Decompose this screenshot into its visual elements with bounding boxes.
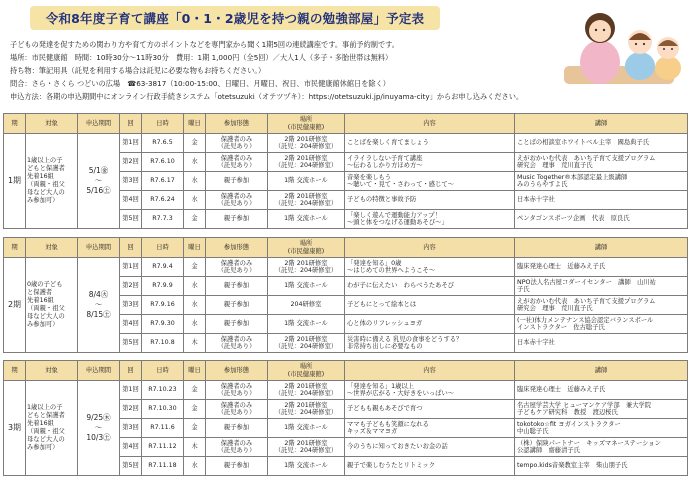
session-content	[345, 381, 515, 400]
place-line: 1階 交流ホール	[284, 320, 328, 328]
header-session: 回	[120, 114, 142, 134]
target-line: 先着16組	[27, 297, 54, 304]
session-content	[345, 438, 515, 457]
session-format	[206, 334, 268, 353]
apply-period-cell	[78, 258, 120, 353]
session-place	[268, 296, 345, 315]
place-line: 1階 交流ホール	[284, 177, 328, 185]
content-line: 子どもも親もあそびで育つ	[347, 405, 423, 413]
target-cell	[26, 381, 78, 476]
session-weekday: 水	[184, 296, 206, 315]
header-target: 対象	[26, 114, 78, 134]
header-place-line: 場所	[299, 363, 313, 371]
format-line: 保護者のみ	[220, 439, 253, 447]
content-line: ～はじめての世界へようこそ～	[347, 267, 436, 274]
session-date: R7.9.4	[142, 258, 184, 277]
session-lecturer	[515, 191, 688, 210]
session-lecturer	[515, 315, 688, 334]
session-format	[206, 400, 268, 419]
header-apply: 申込期間	[78, 361, 120, 381]
lecturer-line: 名古屋学芸大学 ヒューマンケア学部 兼大学院	[517, 401, 652, 409]
place-line: 2階 201研修室	[284, 135, 328, 143]
target-line: み参加可）	[27, 321, 59, 328]
session-weekday: 金	[184, 134, 206, 153]
target-cell	[26, 258, 78, 353]
table-row	[4, 258, 688, 277]
session-number: 第4回	[120, 438, 142, 457]
format-line: （託児あり）	[217, 143, 256, 150]
content-line: 今のうちに知っておきたいお金の話	[347, 443, 448, 451]
lecturer-line: 臨床発達心理士 近藤みえ子氏	[517, 386, 606, 394]
session-weekday: 水	[184, 315, 206, 334]
schedule-table-period-2	[3, 237, 688, 353]
content-line: 「楽しく遊んで運動能力アップ！	[347, 211, 442, 219]
session-format	[206, 172, 268, 191]
format-line: 保護者のみ	[220, 335, 253, 343]
session-format	[206, 191, 268, 210]
session-weekday: 金	[184, 381, 206, 400]
format-line: （託児あり）	[217, 409, 256, 416]
session-place	[268, 315, 345, 334]
header-apply: 申込期間	[78, 238, 120, 258]
target-line: 母など大人の	[27, 313, 65, 320]
header-weekday: 曜日	[184, 361, 206, 381]
header-place-line: 場所	[299, 116, 313, 124]
content-line: ～伝わるしかり方ほめ方～	[347, 162, 423, 169]
session-number: 第5回	[120, 457, 142, 476]
intro-text	[10, 38, 550, 103]
session-number: 第2回	[120, 153, 142, 172]
session-lecturer	[515, 258, 688, 277]
session-place	[268, 258, 345, 277]
session-format	[206, 134, 268, 153]
header-format: 参加形態	[206, 238, 268, 258]
lecturer-line: 子どもケア研究科 教授 渡辺桜氏	[517, 409, 618, 416]
format-line: 親子参加	[223, 301, 250, 309]
format-line: （託児あり）	[217, 267, 256, 274]
period-label: 1期	[4, 134, 26, 229]
session-lecturer	[515, 210, 688, 229]
content-line: ママも子どもも笑顔になれる	[347, 420, 429, 428]
format-line: 親子参加	[223, 424, 250, 432]
header-place-line: 場所	[299, 240, 313, 248]
header-place	[268, 238, 345, 258]
target-line: （両親・祖父	[27, 181, 65, 188]
session-place	[268, 419, 345, 438]
lecturer-line: （株）保険パートナー キッズマネーステーション	[517, 439, 661, 447]
session-content	[345, 153, 515, 172]
lecturer-line: みのうらやすよ氏	[517, 181, 568, 188]
period-label: 3期	[4, 381, 26, 476]
format-line: 保護者のみ	[220, 135, 253, 143]
format-line: （託児あり）	[217, 200, 256, 207]
session-format	[206, 296, 268, 315]
header-place	[268, 361, 345, 381]
content-line: 心と体のリフレッシュヨガ	[347, 320, 423, 328]
target-line: 0歳の子ども	[27, 281, 63, 288]
content-line: イライラしない子育て講座	[347, 154, 423, 162]
session-place	[268, 134, 345, 153]
schedule-table-period-3	[3, 360, 688, 476]
lecturer-line: (一社)体力メンテナンス協会認定バランスボール	[517, 316, 654, 324]
session-number: 第2回	[120, 277, 142, 296]
target-cell	[26, 134, 78, 229]
table-row	[4, 134, 688, 153]
content-line: キッズ＆ママヨガ	[347, 428, 398, 435]
session-place	[268, 438, 345, 457]
format-line: （託児あり）	[217, 343, 256, 350]
target-line: 先着16組	[27, 173, 54, 180]
family-illustration-svg	[560, 4, 685, 86]
content-line: 災害時に備える 乳児の食事をどうする？	[347, 335, 463, 343]
apply-line: 10/3㊏	[86, 433, 111, 442]
session-number: 第3回	[120, 172, 142, 191]
intro-line: 持ち物：筆記用具（託児を利用する場合は託児に必要な物もお持ちください。）	[10, 66, 266, 75]
header-session: 回	[120, 361, 142, 381]
session-weekday: 水	[184, 153, 206, 172]
session-number: 第5回	[120, 210, 142, 229]
session-date: R7.6.24	[142, 191, 184, 210]
session-lecturer	[515, 134, 688, 153]
place-line: 2階 201研修室	[284, 335, 328, 343]
session-content	[345, 210, 515, 229]
content-line: 非常持ち出しに必要なもの	[347, 343, 423, 350]
place-line: （託児：204研修室）	[274, 162, 338, 169]
content-line: 子どもにとって絵本とは	[347, 301, 417, 309]
place-line: （託児：204研修室）	[274, 143, 338, 150]
session-place	[268, 400, 345, 419]
session-lecturer	[515, 419, 688, 438]
content-line: 音楽を楽しもう	[347, 173, 392, 181]
target-line: 1歳以上の子	[27, 404, 63, 411]
session-format	[206, 277, 268, 296]
target-line: （両親・祖父	[27, 305, 65, 312]
format-line: 親子参加	[223, 320, 250, 328]
session-lecturer	[515, 296, 688, 315]
session-place	[268, 457, 345, 476]
session-date: R7.10.30	[142, 400, 184, 419]
session-content	[345, 172, 515, 191]
intro-line: 子どもの発達を促すための関わり方や育て方のポイントなどを専門家から聞く1期5回の連続講座です。事前予約制です。	[10, 40, 399, 49]
apply-line: ～	[94, 423, 103, 432]
header-lecturer: 講師	[515, 238, 688, 258]
place-line: 1階 交流ホール	[284, 215, 328, 223]
session-lecturer	[515, 400, 688, 419]
session-content	[345, 134, 515, 153]
intro-line: 場所：市民健康館 時間：10時30分～11時30分 費用：1期 1,000円（全5回）／大人1人（多子・多胎世帯は無料）	[10, 53, 393, 62]
format-line: 保護者のみ	[220, 382, 253, 390]
format-line: （託児あり）	[217, 447, 256, 454]
place-line: （託児：204研修室）	[274, 200, 338, 207]
target-line: 母など大人の	[27, 189, 65, 196]
session-date: R7.10.23	[142, 381, 184, 400]
lecturer-line: 中山聡子氏	[517, 428, 549, 435]
header-session: 回	[120, 238, 142, 258]
period-label: 2期	[4, 258, 26, 353]
session-content	[345, 296, 515, 315]
header-place-line: (市民健康館)	[287, 370, 325, 378]
header-target: 対象	[26, 238, 78, 258]
session-format	[206, 315, 268, 334]
lecturer-line: ペンタゴンスポーツ企画 代表 原良氏	[517, 215, 630, 223]
apply-line: 9/25㊍	[86, 413, 111, 422]
place-line: （託児：204研修室）	[274, 267, 338, 274]
header-content: 内容	[345, 114, 515, 134]
lecturer-line: 研究会 理事 荒川直子氏	[517, 305, 593, 312]
session-lecturer	[515, 153, 688, 172]
target-line: どもと保護者	[27, 165, 65, 172]
table-row	[4, 381, 688, 400]
header-format: 参加形態	[206, 114, 268, 134]
session-weekday: 木	[184, 334, 206, 353]
session-number: 第3回	[120, 296, 142, 315]
place-line: 2階 201研修室	[284, 401, 328, 409]
place-line: 2階 201研修室	[284, 382, 328, 390]
session-format	[206, 153, 268, 172]
format-line: 親子参加	[223, 462, 250, 470]
header-lecturer: 講師	[515, 361, 688, 381]
session-weekday: 金	[184, 400, 206, 419]
place-line: 2階 201研修室	[284, 154, 328, 162]
session-date: R7.6.5	[142, 134, 184, 153]
content-line: 親子で楽しむうたとリトミック	[347, 462, 436, 470]
session-place	[268, 172, 345, 191]
session-lecturer	[515, 438, 688, 457]
content-line: ～聴いて・見て・さわって・感じて～	[347, 181, 454, 188]
session-place	[268, 381, 345, 400]
lecturer-line: 臨床発達心理士 近藤みえ子氏	[517, 263, 606, 271]
format-line: 親子参加	[223, 282, 250, 290]
format-line: （託児あり）	[217, 162, 256, 169]
session-lecturer	[515, 277, 688, 296]
session-date: R7.7.3	[142, 210, 184, 229]
format-line: 保護者のみ	[220, 259, 253, 267]
session-date: R7.6.17	[142, 172, 184, 191]
session-number: 第2回	[120, 400, 142, 419]
target-line: と保護者	[27, 289, 53, 296]
target-line: み参加可）	[27, 197, 59, 204]
header-period: 期	[4, 238, 26, 258]
session-place	[268, 210, 345, 229]
lecturer-line: インストラクター 佐古聡子氏	[517, 324, 605, 331]
format-line: 親子参加	[223, 177, 250, 185]
header-period: 期	[4, 361, 26, 381]
apply-period-cell	[78, 134, 120, 229]
lecturer-line: 日本赤十字社	[517, 196, 555, 204]
session-format	[206, 419, 268, 438]
session-weekday: 水	[184, 191, 206, 210]
format-line: （託児あり）	[217, 390, 256, 397]
session-content	[345, 419, 515, 438]
session-place	[268, 191, 345, 210]
place-line: 1階 交流ホール	[284, 424, 328, 432]
header-lecturer: 講師	[515, 114, 688, 134]
apply-line: ～	[94, 300, 103, 309]
schedule-table-period-1	[3, 113, 688, 229]
session-date: R7.11.18	[142, 457, 184, 476]
header-date: 日時	[142, 114, 184, 134]
session-lecturer	[515, 457, 688, 476]
content-line: ～世界が広がる・大好きをいっぱい～	[347, 390, 455, 397]
family-illustration	[560, 4, 685, 86]
place-line: 2階 201研修室	[284, 439, 328, 447]
lecturer-line: tokotoko☆fit ヨガインストラクター	[517, 420, 621, 428]
session-lecturer	[515, 172, 688, 191]
place-line: 204研修室	[290, 301, 322, 309]
content-line: ことばを楽しく育てましょう	[347, 139, 429, 147]
target-line: み参加可）	[27, 444, 59, 451]
header-apply: 申込期間	[78, 114, 120, 134]
header-format: 参加形態	[206, 361, 268, 381]
session-place	[268, 277, 345, 296]
format-line: 保護者のみ	[220, 154, 253, 162]
content-line: 「発達を知る」0歳	[347, 259, 402, 267]
session-weekday: 金	[184, 258, 206, 277]
session-number: 第3回	[120, 419, 142, 438]
header-place-line: (市民健康館)	[287, 247, 325, 255]
target-line: 1歳以上の子	[27, 157, 63, 164]
target-line: （両親・祖父	[27, 428, 65, 435]
session-number: 第1回	[120, 258, 142, 277]
place-line: （託児：204研修室）	[274, 390, 338, 397]
session-date: R7.9.16	[142, 296, 184, 315]
format-line: 親子参加	[223, 215, 250, 223]
apply-line: ～	[94, 176, 103, 185]
lecturer-line: 研究会 理事 荒川直子氏	[517, 162, 593, 169]
header-period: 期	[4, 114, 26, 134]
lecturer-line: 公認講師 齋藤清子氏	[517, 447, 580, 454]
place-line: 2階 201研修室	[284, 192, 328, 200]
session-number: 第4回	[120, 191, 142, 210]
content-line: ～頭と体をつなげる運動あそび～」	[347, 219, 448, 226]
lecturer-line: tempo.kids音楽教室主宰 柴山朋子氏	[517, 462, 628, 470]
session-content	[345, 277, 515, 296]
target-line: 母など大人の	[27, 436, 65, 443]
content-line: 子どもの特徴と事故予防	[347, 196, 417, 204]
session-date: R7.9.9	[142, 277, 184, 296]
apply-line: 5/16㊏	[86, 186, 111, 195]
content-line: 「発達を知る」1歳以上	[347, 382, 414, 390]
target-line: 先着16組	[27, 420, 54, 427]
apply-line: 5/1㊎	[88, 166, 109, 175]
session-format	[206, 381, 268, 400]
intro-line: 申込方法：各期の申込期間中にオンライン行政手続きシステム「otetsuzuki（オテツヅキ）：https://otetsuzuki.jp/inuyama-city」からお申し込みください。	[10, 92, 524, 101]
session-date: R7.11.12	[142, 438, 184, 457]
session-format	[206, 258, 268, 277]
content-line: わが子に伝えたい わらべうたあそび	[347, 282, 455, 290]
place-line: （託児：204研修室）	[274, 343, 338, 350]
session-number: 第1回	[120, 381, 142, 400]
header-weekday: 曜日	[184, 114, 206, 134]
format-line: 保護者のみ	[220, 192, 253, 200]
apply-line: 8/4㊋	[88, 290, 109, 299]
target-line: どもと保護者	[27, 412, 65, 419]
session-content	[345, 457, 515, 476]
place-line: （託児：204研修室）	[274, 409, 338, 416]
session-number: 第5回	[120, 334, 142, 353]
lecturer-line: ことばの相談室ホワイトベル主宰 國島典子氏	[517, 139, 650, 147]
session-weekday: 水	[184, 277, 206, 296]
session-weekday: 金	[184, 210, 206, 229]
header-target: 対象	[26, 361, 78, 381]
apply-period-cell	[78, 381, 120, 476]
session-format	[206, 438, 268, 457]
session-content	[345, 191, 515, 210]
place-line: 1階 交流ホール	[284, 462, 328, 470]
session-date: R7.11.6	[142, 419, 184, 438]
session-weekday: 金	[184, 419, 206, 438]
lecturer-line: 日本赤十字社	[517, 339, 555, 347]
place-line: 2階 201研修室	[284, 259, 328, 267]
session-date: R7.9.30	[142, 315, 184, 334]
place-line: （託児：204研修室）	[274, 447, 338, 454]
lecturer-line: 子氏	[517, 286, 530, 293]
session-format	[206, 210, 268, 229]
session-format	[206, 457, 268, 476]
session-number: 第1回	[120, 134, 142, 153]
lecturer-line: Music Together®本部認定最上級講師	[517, 173, 628, 181]
session-content	[345, 334, 515, 353]
session-number: 第4回	[120, 315, 142, 334]
session-place	[268, 334, 345, 353]
header-content: 内容	[345, 361, 515, 381]
header-place-line: (市民健康館)	[287, 123, 325, 131]
intro-line: 問合：さら・さくら つどいの広場 ☎63-3817（10:00-15:00、日曜日、月曜日、祝日、市民健康館休館日を除く）	[10, 79, 390, 88]
lecturer-line: えがおかいむ代表 あいち子育て支援プログラム	[517, 154, 656, 162]
session-content	[345, 258, 515, 277]
header-place	[268, 114, 345, 134]
format-line: 保護者のみ	[220, 401, 253, 409]
session-date: R7.6.10	[142, 153, 184, 172]
header-content: 内容	[345, 238, 515, 258]
apply-line: 8/15㊏	[86, 310, 111, 319]
session-lecturer	[515, 381, 688, 400]
header-date: 日時	[142, 361, 184, 381]
header-weekday: 曜日	[184, 238, 206, 258]
lecturer-line: NPO法人名古屋コダーイセンター 講師 山川祐	[517, 278, 656, 286]
session-content	[345, 400, 515, 419]
session-lecturer	[515, 334, 688, 353]
page-title: 令和8年度子育て講座「0・1・2歳児を持つ親の勉強部屋」予定表	[30, 6, 440, 30]
session-date: R7.10.8	[142, 334, 184, 353]
session-content	[345, 315, 515, 334]
header-date: 日時	[142, 238, 184, 258]
session-place	[268, 153, 345, 172]
session-weekday: 木	[184, 438, 206, 457]
session-weekday: 水	[184, 457, 206, 476]
lecturer-line: えがおかいむ代表 あいち子育て支援プログラム	[517, 297, 656, 305]
session-weekday: 水	[184, 172, 206, 191]
place-line: 1階 交流ホール	[284, 282, 328, 290]
